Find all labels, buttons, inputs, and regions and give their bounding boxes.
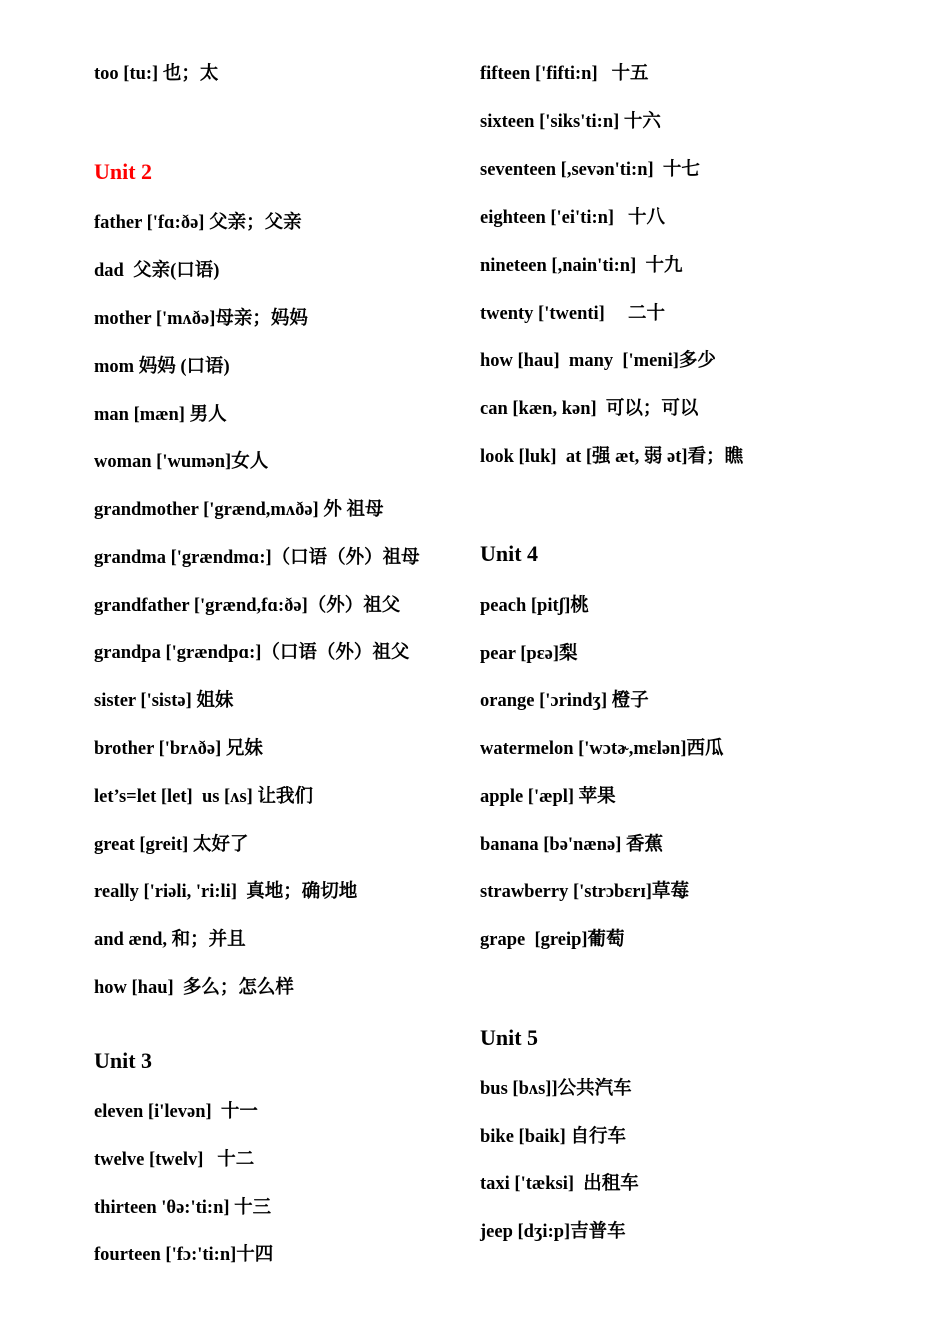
vocab-entry: look [luk] at [强 æt, 弱 ət]看；瞧 [480, 447, 744, 467]
vocab-entry: dad 父亲(口语) [94, 261, 220, 281]
vocab-entry: sixteen ['siks'ti:n] 十六 [480, 112, 661, 132]
vocab-entry: apple ['æpl] 苹果 [480, 787, 616, 807]
vocab-entry: orange ['ɔrindʒ] 橙子 [480, 691, 649, 711]
unit-2-heading: Unit 2 [94, 159, 153, 184]
vocab-entry: can [kæn, kən] 可以；可以 [480, 399, 699, 419]
vocab-entry-too: too [tu:] 也；太 [94, 64, 219, 84]
vocab-entry: mother ['mʌðə]母亲；妈妈 [94, 309, 308, 329]
vocab-entry: grandma ['grændmɑ:]（口语（外）祖母 [94, 548, 420, 568]
vocab-entry: watermelon ['wɔtɚ,mɛlən]西瓜 [480, 739, 724, 759]
vocab-entry: and ænd, 和；并且 [94, 930, 246, 950]
vocab-entry: strawberry ['strɔbɛrɪ]草莓 [480, 882, 689, 902]
vocab-entry: grandfather ['grænd,fɑ:ðə]（外）祖父 [94, 596, 401, 616]
vocab-entry: eleven [i'levən] 十一 [94, 1102, 258, 1122]
vocab-entry: peach [pitʃ]桃 [480, 596, 589, 616]
vocab-entry: how [hau] 多么；怎么样 [94, 978, 294, 998]
vocab-entry: pear [pɛə]梨 [480, 644, 578, 664]
vocab-entry: fifteen ['fifti:n] 十五 [480, 64, 649, 84]
vocab-entry: really ['riəli, 'ri:li] 真地；确切地 [94, 882, 358, 902]
vocab-entry: twelve [twelv] 十二 [94, 1150, 255, 1170]
vocab-entry: eighteen ['ei'ti:n] 十八 [480, 208, 665, 228]
vocab-entry: father ['fɑ:ðə] 父亲；父亲 [94, 213, 302, 233]
vocab-entry: great [greit] 太好了 [94, 835, 249, 855]
vocab-entry: man [mæn] 男人 [94, 405, 227, 425]
vocab-entry: grape [greip]葡萄 [480, 930, 625, 950]
vocab-entry: fourteen ['fɔ:'ti:n]十四 [94, 1245, 274, 1265]
vocab-entry: grandpa ['grændpɑ:]（口语（外）祖父 [94, 643, 410, 663]
vocab-entry: grandmother ['grænd,mʌðə] 外 祖母 [94, 500, 384, 520]
unit-5-heading: Unit 5 [480, 1025, 539, 1050]
unit-4-heading: Unit 4 [480, 541, 539, 566]
vocab-entry: thirteen 'θə:'ti:n] 十三 [94, 1198, 272, 1218]
vocab-entry: bike [baik] 自行车 [480, 1127, 626, 1147]
unit-3-heading: Unit 3 [94, 1048, 153, 1073]
vocab-entry: woman ['wumən]女人 [94, 452, 269, 472]
vocab-entry: jeep [dʒi:p]吉普车 [480, 1222, 626, 1242]
vocab-entry: brother ['brʌðə] 兄妹 [94, 739, 263, 759]
vocab-entry: sister ['sistə] 姐妹 [94, 691, 234, 711]
vocab-entry: how [hau] many ['meni]多少 [480, 351, 716, 371]
vocab-entry: twenty ['twenti] 二十 [480, 304, 665, 324]
vocab-entry: taxi ['tæksi] 出租车 [480, 1174, 639, 1194]
vocab-entry: nineteen [,nain'ti:n] 十九 [480, 256, 683, 276]
vocab-entry: bus [bʌs]]公共汽车 [480, 1079, 632, 1099]
vocab-entry: seventeen [,sevən'ti:n] 十七 [480, 160, 700, 180]
vocab-entry: let’s=let [let] us [ʌs] 让我们 [94, 787, 313, 807]
vocab-entry: banana [bə'nænə] 香蕉 [480, 835, 663, 855]
vocab-entry: mom 妈妈 (口语) [94, 357, 230, 377]
